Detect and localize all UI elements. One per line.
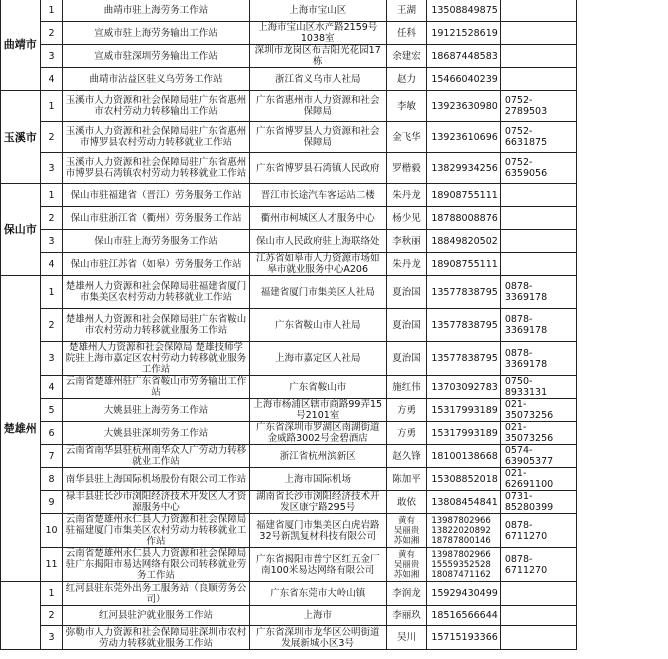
- unit-cell: 云南省楚雄州驻广东省鞍山市劳务输出工作站: [63, 376, 249, 399]
- index-cell: 1: [40, 184, 63, 207]
- table-row: [1, 253, 668, 276]
- mobile-cell: 15715193366: [427, 626, 501, 650]
- index-cell: 9: [40, 491, 63, 514]
- address-cell: 广东省东莞市大岭山镇: [249, 582, 386, 606]
- contact-person-cell: 夏治国: [386, 276, 427, 309]
- unit-cell: 保山市驻上海劳务服务工作站: [63, 230, 249, 253]
- contact-person-cell: 金飞华: [386, 122, 427, 153]
- mobile-cell: 13703092783: [427, 376, 501, 399]
- blank-cell: [577, 22, 668, 45]
- landline-cell: [500, 582, 577, 606]
- landline-cell: 0878-3369178: [500, 342, 577, 376]
- landline-cell: [500, 230, 577, 253]
- address-cell: 浙江省义乌市人社局: [249, 68, 386, 91]
- city-cell: 保山市: [1, 184, 41, 276]
- contact-person-cell: 夏治国: [386, 309, 427, 342]
- blank-cell: [577, 606, 668, 626]
- landline-cell: 0878-6711270: [500, 514, 577, 548]
- landline-cell: 021-62691100: [500, 468, 577, 491]
- index-cell: 6: [40, 422, 63, 445]
- unit-cell: 玉溪市人力资源和社会保障局驻广东省惠州市博罗县农村劳动力转移就业工作站: [63, 122, 249, 153]
- address-cell: 福建省厦门市集美区人社局: [249, 276, 386, 309]
- address-cell: 晋江市长途汽车客运站二楼: [249, 184, 386, 207]
- index-cell: 10: [40, 514, 63, 548]
- contact-person-cell: 李润龙: [386, 582, 427, 606]
- blank-cell: [577, 276, 668, 309]
- address-cell: 深圳市龙岗区布吉阳光花园17栋: [249, 45, 386, 68]
- landline-cell: 0752-2789503: [500, 91, 577, 122]
- table-row: [1, 230, 668, 253]
- address-cell: 广东省博罗县石湾镇人民政府: [249, 153, 386, 184]
- city-cell: 曲靖市: [1, 0, 41, 91]
- contact-person-cell: 朱丹龙: [386, 184, 427, 207]
- contact-person-cell: 黄有 吴丽贵 苏如湘: [386, 514, 427, 548]
- blank-cell: [577, 626, 668, 650]
- address-cell: 上海市宝山区水产路2159号1038室: [249, 22, 386, 45]
- contact-person-cell: 赵力: [386, 68, 427, 91]
- unit-cell: 楚雄州人力资源和社会保障局 楚雄技师学院驻上海市嘉定区农村劳动力转移就业服务工作站: [63, 342, 249, 376]
- contact-person-cell: 黄有 吴丽贵 苏如湘: [386, 548, 427, 582]
- address-cell: 上海市杨浦区辖市商路99弄15号2101室: [249, 399, 386, 422]
- blank-cell: [577, 422, 668, 445]
- landline-cell: 0731-85280399: [500, 491, 577, 514]
- unit-cell: 玉溪市人力资源和社会保障局驻广东省惠州市博罗县石湾镇农村劳动力转移就业工作站: [63, 153, 249, 184]
- index-cell: 8: [40, 468, 63, 491]
- table-row: [1, 184, 668, 207]
- mobile-cell: 13808454841: [427, 491, 501, 514]
- blank-cell: [577, 153, 668, 184]
- address-cell: 衢州市柯城区人才服务中心: [249, 207, 386, 230]
- table-row: [1, 91, 668, 122]
- mobile-cell: 18849820502: [427, 230, 501, 253]
- table-row: [1, 68, 668, 91]
- table-row: [1, 45, 668, 68]
- address-cell: 上海市国际机场: [249, 468, 386, 491]
- index-cell: 3: [40, 153, 63, 184]
- landline-cell: [500, 253, 577, 276]
- unit-cell: 云南省南华县驻杭州南华众人广劳动力转移就业工作站: [63, 445, 249, 468]
- table-row: [1, 514, 668, 548]
- contact-person-cell: 赵久锋: [386, 445, 427, 468]
- unit-cell: 红河县驻沪就业服务工作站: [63, 606, 249, 626]
- blank-cell: [577, 184, 668, 207]
- city-cell: [1, 582, 41, 650]
- landline-cell: [500, 45, 577, 68]
- address-cell: 上海市: [249, 606, 386, 626]
- table-row: [1, 276, 668, 309]
- unit-cell: 楚雄州人力资源和社会保障局驻福建省厦门市集美区农村劳动力转移就业工作站: [63, 276, 249, 309]
- table-row: [1, 606, 668, 626]
- table-row: [1, 342, 668, 376]
- unit-cell: 保山市驻江苏省（如皋）劳务服务工作站: [63, 253, 249, 276]
- contact-person-cell: 李敏: [386, 91, 427, 122]
- address-cell: 保山市人民政府驻上海联络处: [249, 230, 386, 253]
- blank-cell: [577, 491, 668, 514]
- landline-cell: [500, 626, 577, 650]
- table-row: [1, 468, 668, 491]
- unit-cell: 大姚县驻深圳劳务工作站: [63, 422, 249, 445]
- landline-cell: 0752-6631875: [500, 122, 577, 153]
- index-cell: 3: [40, 230, 63, 253]
- index-cell: 5: [40, 399, 63, 422]
- index-cell: 3: [40, 45, 63, 68]
- table-row: [1, 548, 668, 582]
- address-cell: 江苏省如皋市人力资源市场如皋市就业服务中心A206: [249, 253, 386, 276]
- landline-cell: 0878-3369178: [500, 276, 577, 309]
- landline-cell: 0878-3369178: [500, 309, 577, 342]
- table-row: [1, 207, 668, 230]
- address-cell: 广东省惠州市人力资源和社会保障局: [249, 91, 386, 122]
- address-cell: 广东省深圳市龙华区公明街道发展新城小区3号: [249, 626, 386, 650]
- table-row: [1, 445, 668, 468]
- index-cell: 1: [40, 0, 63, 22]
- table-body: [1, 0, 668, 650]
- mobile-cell: 13829934256: [427, 153, 501, 184]
- index-cell: 2: [40, 122, 63, 153]
- blank-cell: [577, 253, 668, 276]
- blank-cell: [577, 399, 668, 422]
- unit-cell: 宣威市驻深圳劳务输出工作站: [63, 45, 249, 68]
- blank-cell: [577, 207, 668, 230]
- table-row: [1, 422, 668, 445]
- index-cell: 1: [40, 91, 63, 122]
- landline-cell: 0574-63905377: [500, 445, 577, 468]
- contact-person-cell: 李秋丽: [386, 230, 427, 253]
- unit-cell: 禄丰县驻长沙市浏阳经济技术开发区人才资源服务中心: [63, 491, 249, 514]
- landline-cell: 0878-6711270: [500, 548, 577, 582]
- index-cell: 4: [40, 253, 63, 276]
- unit-cell: 玉溪市人力资源和社会保障局驻广东省惠州市农村劳动力转移输出工作站: [63, 91, 249, 122]
- mobile-cell: 15308852018: [427, 468, 501, 491]
- blank-cell: [577, 468, 668, 491]
- mobile-cell: 18516566644: [427, 606, 501, 626]
- city-cell: 楚雄州: [1, 276, 41, 582]
- table-row: [1, 376, 668, 399]
- index-cell: 1: [40, 276, 63, 309]
- index-cell: 7: [40, 445, 63, 468]
- contact-person-cell: 李丽玖: [386, 606, 427, 626]
- blank-cell: [577, 0, 668, 22]
- contact-person-cell: 陈加平: [386, 468, 427, 491]
- contact-person-cell: 任科: [386, 22, 427, 45]
- contact-person-cell: 杨少见: [386, 207, 427, 230]
- table-row: [1, 153, 668, 184]
- contact-person-cell: 施红伟: [386, 376, 427, 399]
- contact-person-cell: 王湖: [386, 0, 427, 22]
- address-cell: 上海市嘉定区人社局: [249, 342, 386, 376]
- unit-cell: 宣威市驻上海劳务输出工作站: [63, 22, 249, 45]
- unit-cell: 云南省楚雄州永仁县人力资源和社会保障局驻广东揭阳市易达网络有限公司转移就业劳务工作站: [63, 548, 249, 582]
- mobile-cell: 15317993189: [427, 422, 501, 445]
- index-cell: 4: [40, 376, 63, 399]
- landline-cell: [500, 606, 577, 626]
- address-cell: 浙江省杭州滨新区: [249, 445, 386, 468]
- mobile-cell: 15929430499: [427, 582, 501, 606]
- blank-cell: [577, 68, 668, 91]
- mobile-cell: 18908755111: [427, 253, 501, 276]
- address-cell: 广东省鞍山市人社局: [249, 309, 386, 342]
- unit-cell: 曲靖市驻上海劳务工作站: [63, 0, 249, 22]
- unit-cell: 曲靖市沾益区驻义乌劳务工作站: [63, 68, 249, 91]
- blank-cell: [577, 445, 668, 468]
- blank-cell: [577, 582, 668, 606]
- mobile-cell: 15317993189: [427, 399, 501, 422]
- blank-cell: [577, 514, 668, 548]
- table-row: [1, 0, 668, 22]
- mobile-cell: 18788008876: [427, 207, 501, 230]
- address-cell: 福建省厦门市集美区白虎岩路32号新凯复材科技有限公司: [249, 514, 386, 548]
- mobile-cell: 19121528619: [427, 22, 501, 45]
- landline-cell: [500, 22, 577, 45]
- mobile-cell: 18100138668: [427, 445, 501, 468]
- unit-cell: 云南省楚雄州永仁县人力资源和社会保障局驻福建厦门市集美区农村劳动力转移就业工作站: [63, 514, 249, 548]
- blank-cell: [577, 548, 668, 582]
- address-cell: 上海市宝山区: [249, 0, 386, 22]
- city-cell: 玉溪市: [1, 91, 41, 184]
- unit-cell: 红河县驻东莞外出务工服务站（良顺劳务公司）: [63, 582, 249, 606]
- mobile-cell: 18908755111: [427, 184, 501, 207]
- index-cell: 2: [40, 309, 63, 342]
- mobile-cell: 18687448583: [427, 45, 501, 68]
- unit-cell: 保山市驻浙江省（衢州）劳务服务工作站: [63, 207, 249, 230]
- mobile-cell: 13987802966 13822020892 18787800146: [427, 514, 501, 548]
- blank-cell: [577, 91, 668, 122]
- unit-cell: 弥勒市人力资源和社会保障局驻深圳市农村劳动力转移就业服务工作站: [63, 626, 249, 650]
- mobile-cell: 13577838795: [427, 276, 501, 309]
- unit-cell: 大姚县驻上海劳务工作站: [63, 399, 249, 422]
- table-row: [1, 399, 668, 422]
- contact-person-cell: 方勇: [386, 422, 427, 445]
- table-row: [1, 582, 668, 606]
- blank-cell: [577, 230, 668, 253]
- address-cell: 广东省深圳市罗湖区南湖街道金威路3002号金碧酒店: [249, 422, 386, 445]
- blank-cell: [577, 122, 668, 153]
- mobile-cell: 13508849875: [427, 0, 501, 22]
- contact-person-cell: 余建宏: [386, 45, 427, 68]
- contact-person-cell: 朱丹龙: [386, 253, 427, 276]
- landline-cell: [500, 184, 577, 207]
- mobile-cell: 13923630980: [427, 91, 501, 122]
- landline-cell: [500, 0, 577, 22]
- index-cell: 2: [40, 606, 63, 626]
- table-row: [1, 22, 668, 45]
- landline-cell: 0752-6359056: [500, 153, 577, 184]
- blank-cell: [577, 309, 668, 342]
- landline-cell: 0750-8933131: [500, 376, 577, 399]
- landline-cell: 021-35073256: [500, 399, 577, 422]
- landline-cell: 021-35073256: [500, 422, 577, 445]
- index-cell: 3: [40, 342, 63, 376]
- unit-cell: 楚雄州人力资源和社会保障局驻广东省鞍山市农村劳动力转移就业服务工作站: [63, 309, 249, 342]
- index-cell: 11: [40, 548, 63, 582]
- contact-person-cell: 吴川: [386, 626, 427, 650]
- contact-person-cell: 敢依: [386, 491, 427, 514]
- unit-cell: 南华县驻上海国际机场股份有限公司工作站: [63, 468, 249, 491]
- blank-cell: [577, 45, 668, 68]
- address-cell: 广东省揭阳市普宁区红五金厂南100米易达网络有限公司: [249, 548, 386, 582]
- index-cell: 1: [40, 582, 63, 606]
- table-row: [1, 491, 668, 514]
- table-row: [1, 626, 668, 650]
- mobile-cell: 15466040239: [427, 68, 501, 91]
- mobile-cell: 13987802966 15559352528 18087471162: [427, 548, 501, 582]
- blank-cell: [577, 342, 668, 376]
- address-cell: 广东省博罗县人力资源和社会保障局: [249, 122, 386, 153]
- mobile-cell: 13923610696: [427, 122, 501, 153]
- contact-person-cell: 夏治国: [386, 342, 427, 376]
- unit-cell: 保山市驻福建省（晋江）劳务服务工作站: [63, 184, 249, 207]
- index-cell: 4: [40, 68, 63, 91]
- blank-cell: [577, 376, 668, 399]
- contact-person-cell: 罗楷毅: [386, 153, 427, 184]
- index-cell: 2: [40, 207, 63, 230]
- contact-person-cell: 方勇: [386, 399, 427, 422]
- landline-cell: [500, 68, 577, 91]
- index-cell: 2: [40, 22, 63, 45]
- table-row: [1, 122, 668, 153]
- table-row: [1, 309, 668, 342]
- mobile-cell: 13577838795: [427, 309, 501, 342]
- landline-cell: [500, 207, 577, 230]
- address-cell: 湖南省长沙市浏阳经济技术开发区康宁路295号: [249, 491, 386, 514]
- index-cell: 3: [40, 626, 63, 650]
- mobile-cell: 13577838795: [427, 342, 501, 376]
- address-cell: 广东省鞍山市: [249, 376, 386, 399]
